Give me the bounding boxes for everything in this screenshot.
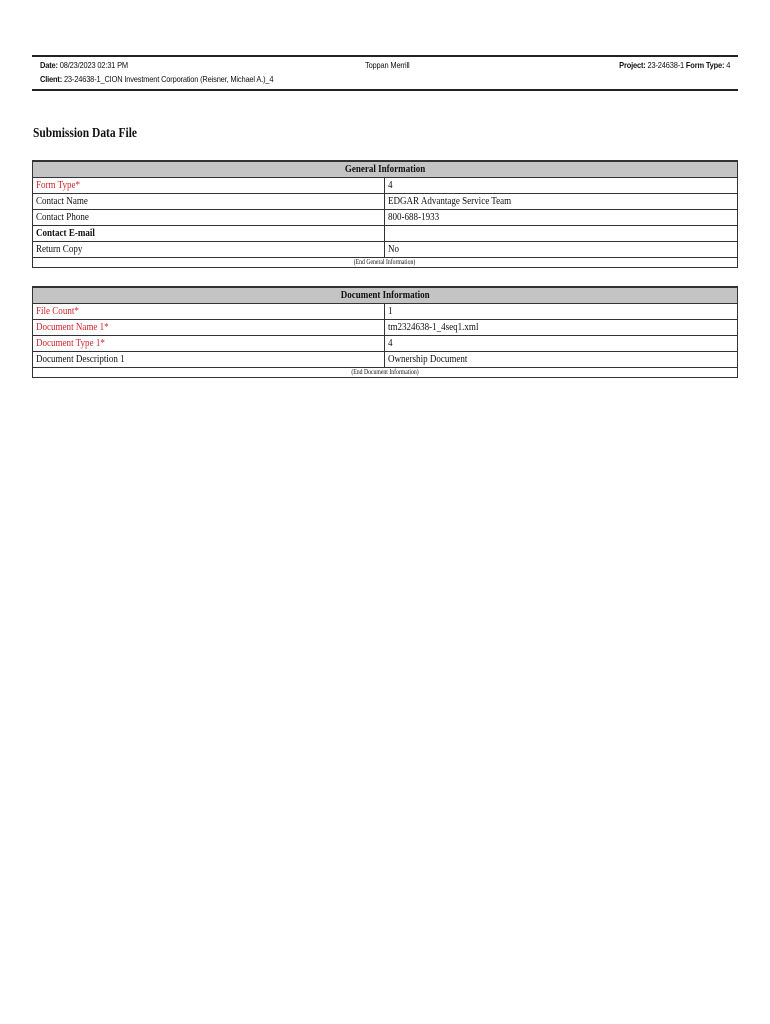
general-information-heading: General Information (33, 161, 738, 178)
contact-name-value: EDGAR Advantage Service Team (385, 194, 738, 210)
header-date: Date: 08/23/2023 02:31 PM (40, 60, 128, 70)
file-count-value: 1 (385, 304, 738, 320)
general-information-end: (End General Information) (33, 258, 738, 268)
document-description-label: Document Description 1 (33, 352, 385, 368)
file-count-label: File Count* (33, 304, 385, 320)
table-row (33, 226, 738, 242)
header-project: Project: 23-24638-1 Form Type: 4 (618, 60, 730, 70)
contact-phone-label: Contact Phone (33, 210, 385, 226)
document-name-value: tm2324638-1_4seq1.xml (385, 320, 738, 336)
table-row (33, 304, 738, 320)
table-row (33, 242, 738, 258)
document-description-value: Ownership Document (385, 352, 738, 368)
document-name-label: Document Name 1* (33, 320, 385, 336)
contact-email-value (385, 226, 738, 242)
header-client: Client: 23-24638-1_CION Investment Corporation (Reisner, Michael A.)_4 (40, 74, 274, 84)
document-information-heading: Document Information (33, 287, 738, 304)
header-company: Toppan Merrill (365, 60, 410, 70)
document-information-table (32, 286, 738, 378)
table-row (33, 320, 738, 336)
return-copy-label: Return Copy (33, 242, 385, 258)
return-copy-value: No (385, 242, 738, 258)
table-row (33, 352, 738, 368)
document-type-label: Document Type 1* (33, 336, 385, 352)
table-row (33, 194, 738, 210)
header-rule-bottom (32, 89, 738, 91)
form-type-value: 4 (385, 178, 738, 194)
table-row (33, 210, 738, 226)
header-rule-top (32, 55, 738, 57)
contact-email-label: Contact E-mail (33, 226, 385, 242)
document-type-value: 4 (385, 336, 738, 352)
contact-phone-value: 800-688-1933 (385, 210, 738, 226)
document-information-end: (End Document Information) (33, 368, 738, 378)
contact-name-label: Contact Name (33, 194, 385, 210)
form-type-label: Form Type* (33, 178, 385, 194)
page-title: Submission Data File (33, 126, 137, 141)
table-row (33, 336, 738, 352)
general-information-table (32, 160, 738, 268)
table-row (33, 178, 738, 194)
